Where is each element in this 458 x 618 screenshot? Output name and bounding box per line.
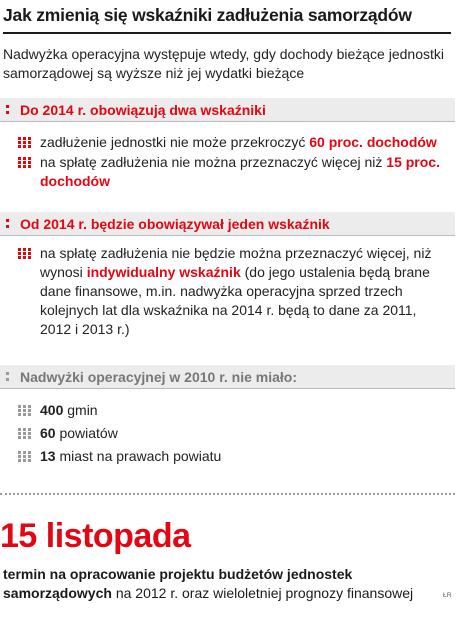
- bullet-grid-icon: [18, 137, 32, 148]
- page-title: Jak zmienią się wskaźniki zadłużenia samorządów: [3, 3, 451, 34]
- item-highlight: 15 proc. dochodów: [40, 154, 440, 189]
- author-credit: ŁR: [443, 592, 452, 599]
- item-text: powiatów: [55, 425, 118, 441]
- item-number: 400: [40, 402, 64, 418]
- bullet-grid-icon: [18, 157, 32, 168]
- list-item: [18, 424, 450, 443]
- bullet-grid-icon: [18, 248, 32, 259]
- intro-text: Nadwyżka operacyjna występuje wtedy, gdy dochody bieżące jednostki samorządowej są wyższe niż jej wydatki bieżące: [3, 46, 444, 81]
- divider: [0, 493, 455, 495]
- deadline-date: 15 listopada: [0, 517, 191, 555]
- item-text: gmin: [63, 402, 98, 418]
- bullet-grid-icon: [18, 451, 32, 462]
- deadline-description: [3, 565, 435, 603]
- deadline-rest-text: na 2012 r. oraz wieloletniej prognozy finansowej: [111, 585, 414, 601]
- section-heading-1: [0, 98, 455, 122]
- item-text: na spłatę zadłużenia nie można przeznaczyć więcej niż: [40, 154, 387, 170]
- section-heading-label: Od 2014 r. będzie obowiązywał jeden wskaźnik: [20, 215, 330, 232]
- bullet-grid-icon: [18, 428, 32, 439]
- separator-dots-icon: [0, 98, 14, 122]
- item-text: na spłatę zadłużenia nie będzie można przeznaczyć więcej, niż wynosi: [40, 245, 432, 280]
- list-item: [18, 153, 450, 191]
- list-item: [18, 133, 450, 152]
- item-number: 13: [40, 448, 56, 464]
- item-number: 60: [40, 425, 56, 441]
- section-heading-label: Nadwyżki operacyjnej w 2010 r. nie miało:: [20, 368, 298, 385]
- section-heading-label: Do 2014 r. obowiązują dwa wskaźniki: [20, 101, 266, 118]
- section-heading-2: [0, 212, 455, 236]
- bullet-grid-icon: [18, 405, 32, 416]
- deadline-bold-text: termin na opracowanie projektu budżetów jednostek samorządowych: [3, 566, 353, 601]
- separator-dots-icon: [0, 212, 14, 236]
- separator-dots-icon: [0, 365, 14, 389]
- item-text: miast na prawach powiatu: [55, 448, 222, 464]
- item-text: zadłużenie jednostki nie może przekroczyć: [40, 134, 310, 150]
- item-highlight: 60 proc. dochodów: [309, 134, 437, 150]
- list-item: [18, 447, 450, 466]
- section-heading-3: [0, 365, 455, 389]
- item-highlight: indywidualny wskaźnik: [86, 264, 241, 280]
- list-item: [18, 244, 450, 339]
- list-item: [18, 401, 450, 420]
- item-text-rest: (do jego ustalenia będą brane dane finansowe, m.in. nadwyżka operacyjna sprzed trzech kolejnych lat dla wskaźnika na 2014 r. będą to dane za 2011, 2012 i 2013 r.): [40, 264, 430, 337]
